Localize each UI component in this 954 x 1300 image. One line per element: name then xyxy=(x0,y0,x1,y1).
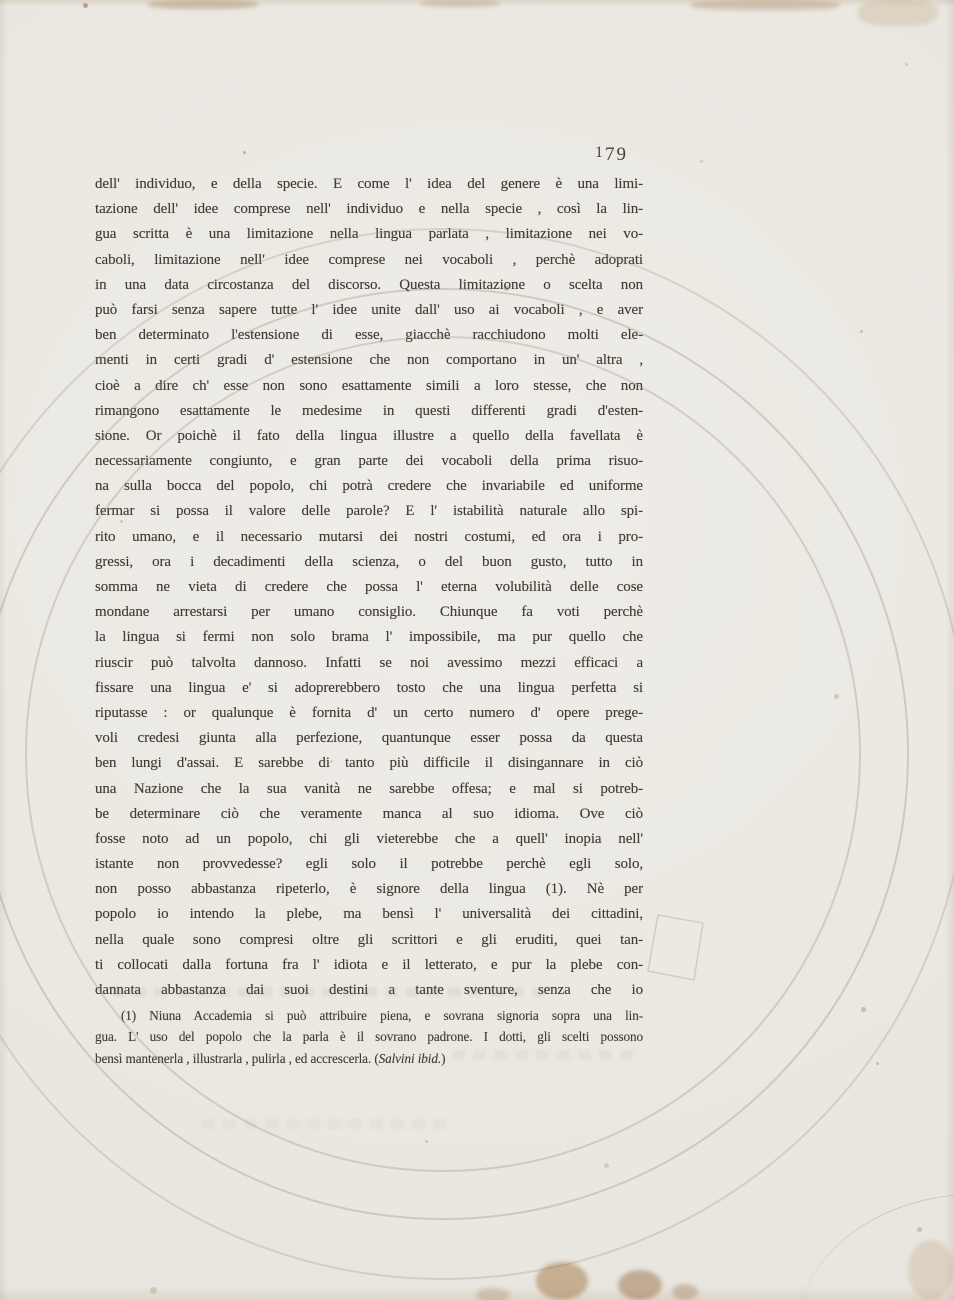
text-line: ti collocati dalla fortuna fra l' idiota e il letterato, e pur la plebe con- xyxy=(95,956,643,973)
text-line: menti in certi gradi d' estensione che non comportano in un' altra , xyxy=(95,352,643,369)
text-line: necessariamente congiunto, e gran parte dei vocaboli della prima risuo- xyxy=(95,453,643,470)
footnote-line: (1) Niuna Accademia si può attribuire piena, e sovrana signoria sopra una lin- xyxy=(121,1008,643,1023)
text-line: una Nazione che la sua vanità ne sarebbe offesa; e mal si potreb- xyxy=(95,780,643,797)
text-line: sione. Or poichè il fato della lingua illustre a quello della favellata è xyxy=(95,427,643,444)
text-line: istante non provvedesse? egli solo il potrebbe perchè egli solo, xyxy=(95,856,643,873)
footnote xyxy=(95,1005,643,1069)
text-line: rimangono esattamente le medesime in questi differenti gradi d'esten- xyxy=(95,402,643,419)
stain xyxy=(672,1284,698,1300)
text-line: non posso abbastanza ripeterlo, è signore della lingua (1). Nè per xyxy=(95,881,643,898)
page-number xyxy=(95,144,643,170)
text-line: somma ne vieta di credere che possa l' eterna volubilità delle cose xyxy=(95,579,643,595)
text-line: tazione dell' idee comprese nell' individuo e nella specie , così la lin- xyxy=(95,201,643,218)
stain xyxy=(420,0,500,7)
text-line: può farsi senza sapere tutte l' idee unite dall' uso ai vocaboli , e aver xyxy=(95,301,643,318)
text-line: mondane arrestarsi per umano consiglio. Chiunque fa voti perchè xyxy=(95,604,643,621)
footnote-line: gua. L' uso del popolo che la parla è il sovrano padrone. I dotti, gli scelti possono xyxy=(95,1029,643,1045)
text-line: rito umano, e il necessario mutarsi dei nostri costumi, ed ora i pro- xyxy=(95,528,643,545)
stain xyxy=(618,1270,662,1300)
text-line: ben determinato l'estensione di esse, giacchè racchiudono molti ele- xyxy=(95,327,643,344)
ink-showthrough xyxy=(112,987,550,997)
paper-speckles xyxy=(0,0,3,3)
footnote-text: bensì mantenerla , illustrarla , pulirla , ed accrescerla. ( xyxy=(95,1050,379,1066)
page-number-digits: 79 xyxy=(605,144,628,165)
footnote-text: ) xyxy=(441,1050,446,1066)
text-line: na sulla bocca del popolo, chi potrà credere che invariabile ed uniforme xyxy=(95,478,643,495)
text-line: riputasse : or qualunque è fornita d' un certo numero d' opere prege- xyxy=(95,704,643,721)
stain xyxy=(148,0,258,9)
text-line: dell' individuo, e della specie. E come l' idea del genere è una limi- xyxy=(95,176,643,192)
text-line: fissare una lingua e' si adoprerebbero tosto che una lingua perfetta si xyxy=(95,679,643,696)
footnote-line xyxy=(95,1048,643,1069)
text-line: in una data circostanza del discorso. Questa limitazione o scelta non xyxy=(95,276,643,293)
text-line: cioè a dire ch' esse non sono esattamente simili a loro stesse, che non xyxy=(95,377,643,394)
text-line: gressi, ora i decadimenti della scienza, o del buon gusto, tutto in xyxy=(95,553,643,570)
page-number-digit: 1 xyxy=(595,144,605,161)
stain xyxy=(858,0,938,26)
stain xyxy=(536,1262,588,1300)
text-line: nella quale sono compresi oltre gli scrittori e gli eruditi, quei tan- xyxy=(95,931,643,948)
text-line: riuscir può talvolta dannoso. Infatti se noi avessimo mezzi efficaci a xyxy=(95,654,643,671)
text-line: popolo io intendo la plebe, ma bensì l' universalità dei cittadini, xyxy=(95,906,643,923)
text-line: dannata abbastanza dai suoi destini a tante sventure, senza che io xyxy=(95,982,643,998)
text-line: la lingua si fermi non solo brama l' impossibile, ma pur quello che xyxy=(95,629,643,646)
text-line: be determinare ciò che veramente manca al suo idioma. Ove ciò xyxy=(95,805,643,822)
stain xyxy=(476,1288,510,1300)
footnote-citation: Salvini ibid. xyxy=(378,1050,442,1066)
stain xyxy=(908,1240,954,1300)
text-line: caboli, limitazione nell' idee comprese nei vocaboli , perchè adoprati xyxy=(95,251,643,268)
text-line: ben lungi d'assai. E sarebbe di tanto più difficile il disingannare in ciò xyxy=(95,755,643,772)
ink-showthrough xyxy=(202,1119,452,1129)
body-text xyxy=(95,172,643,1003)
text-line: fosse noto ad un popolo, chi gli vieterebbe che a quell' inopia nell' xyxy=(95,830,643,847)
stain xyxy=(690,0,840,10)
text-line: gua scritta è una limitazione nella lingua parlata , limitazione nei vo- xyxy=(95,226,643,243)
text-line: fermar si possa il valore delle parole? E l' istabilità naturale allo spi- xyxy=(95,503,643,520)
text-line: voli credesi giunta alla perfezione, quantunque esser possa da questa xyxy=(95,730,643,747)
